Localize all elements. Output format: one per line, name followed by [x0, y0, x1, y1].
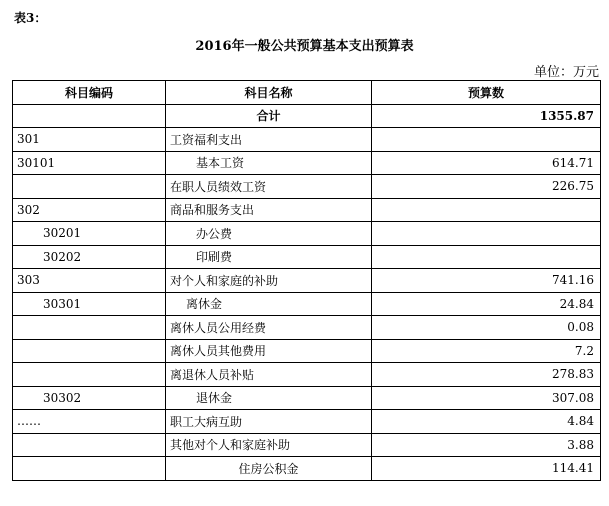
row-code: 30201 — [13, 222, 166, 246]
table-row — [13, 151, 601, 175]
row-amount: 24.84 — [372, 292, 601, 316]
unit-label: 单位：万元 — [533, 65, 599, 80]
table-row — [13, 269, 601, 293]
row-name: 基本工资 — [166, 151, 372, 175]
header-name: 科目名称 — [166, 81, 372, 105]
row-code — [13, 433, 166, 457]
row-name: 住房公积金 — [166, 457, 372, 481]
row-amount — [372, 245, 601, 269]
table-row — [13, 363, 601, 387]
row-code — [13, 175, 166, 199]
table-row — [13, 386, 601, 410]
row-name: 离休人员公用经费 — [166, 316, 372, 340]
row-amount: 741.16 — [372, 269, 601, 293]
row-code: 301 — [13, 128, 166, 152]
row-amount: 614.71 — [372, 151, 601, 175]
table-row — [13, 339, 601, 363]
table-row — [13, 128, 601, 152]
row-code: 30301 — [13, 292, 166, 316]
row-name: 合计 — [166, 104, 372, 128]
row-name: 离休金 — [166, 292, 372, 316]
table-row — [13, 222, 601, 246]
row-code: 302 — [13, 198, 166, 222]
table-header-row — [13, 81, 601, 105]
row-name: 商品和服务支出 — [166, 198, 372, 222]
row-amount: 226.75 — [372, 175, 601, 199]
row-code: 30101 — [13, 151, 166, 175]
table-row — [13, 410, 601, 434]
row-name: 对个人和家庭的补助 — [166, 269, 372, 293]
row-code — [13, 316, 166, 340]
table-row — [13, 245, 601, 269]
row-name: 离退休人员补贴 — [166, 363, 372, 387]
row-name: 职工大病互助 — [166, 410, 372, 434]
header-code: 科目编码 — [13, 81, 166, 105]
row-amount: 1355.87 — [372, 104, 601, 128]
header-amount: 预算数 — [372, 81, 601, 105]
table-row — [13, 316, 601, 340]
table-caption: 表3： — [14, 11, 47, 25]
row-amount: 114.41 — [372, 457, 601, 481]
table-row — [13, 457, 601, 481]
table-row — [13, 292, 601, 316]
row-amount — [372, 198, 601, 222]
row-amount: 7.2 — [372, 339, 601, 363]
row-amount: 278.83 — [372, 363, 601, 387]
row-code — [13, 363, 166, 387]
table-row — [13, 104, 601, 128]
budget-table — [12, 80, 601, 481]
row-name: 在职人员绩效工资 — [166, 175, 372, 199]
row-name: 工资福利支出 — [166, 128, 372, 152]
row-amount — [372, 128, 601, 152]
row-code — [13, 104, 166, 128]
row-code: …… — [13, 410, 166, 434]
row-amount: 4.84 — [372, 410, 601, 434]
row-name: 其他对个人和家庭补助 — [166, 433, 372, 457]
row-code: 30202 — [13, 245, 166, 269]
row-amount: 307.08 — [372, 386, 601, 410]
row-amount — [372, 222, 601, 246]
page-title: 2016年一般公共预算基本支出预算表 — [195, 39, 414, 54]
row-code — [13, 457, 166, 481]
row-amount: 0.08 — [372, 316, 601, 340]
table-row — [13, 175, 601, 199]
table-row — [13, 198, 601, 222]
row-name: 退休金 — [166, 386, 372, 410]
row-name: 离休人员其他费用 — [166, 339, 372, 363]
row-code: 303 — [13, 269, 166, 293]
row-code — [13, 339, 166, 363]
row-amount: 3.88 — [372, 433, 601, 457]
row-name: 办公费 — [166, 222, 372, 246]
table-row — [13, 433, 601, 457]
row-code: 30302 — [13, 386, 166, 410]
row-name: 印刷费 — [166, 245, 372, 269]
